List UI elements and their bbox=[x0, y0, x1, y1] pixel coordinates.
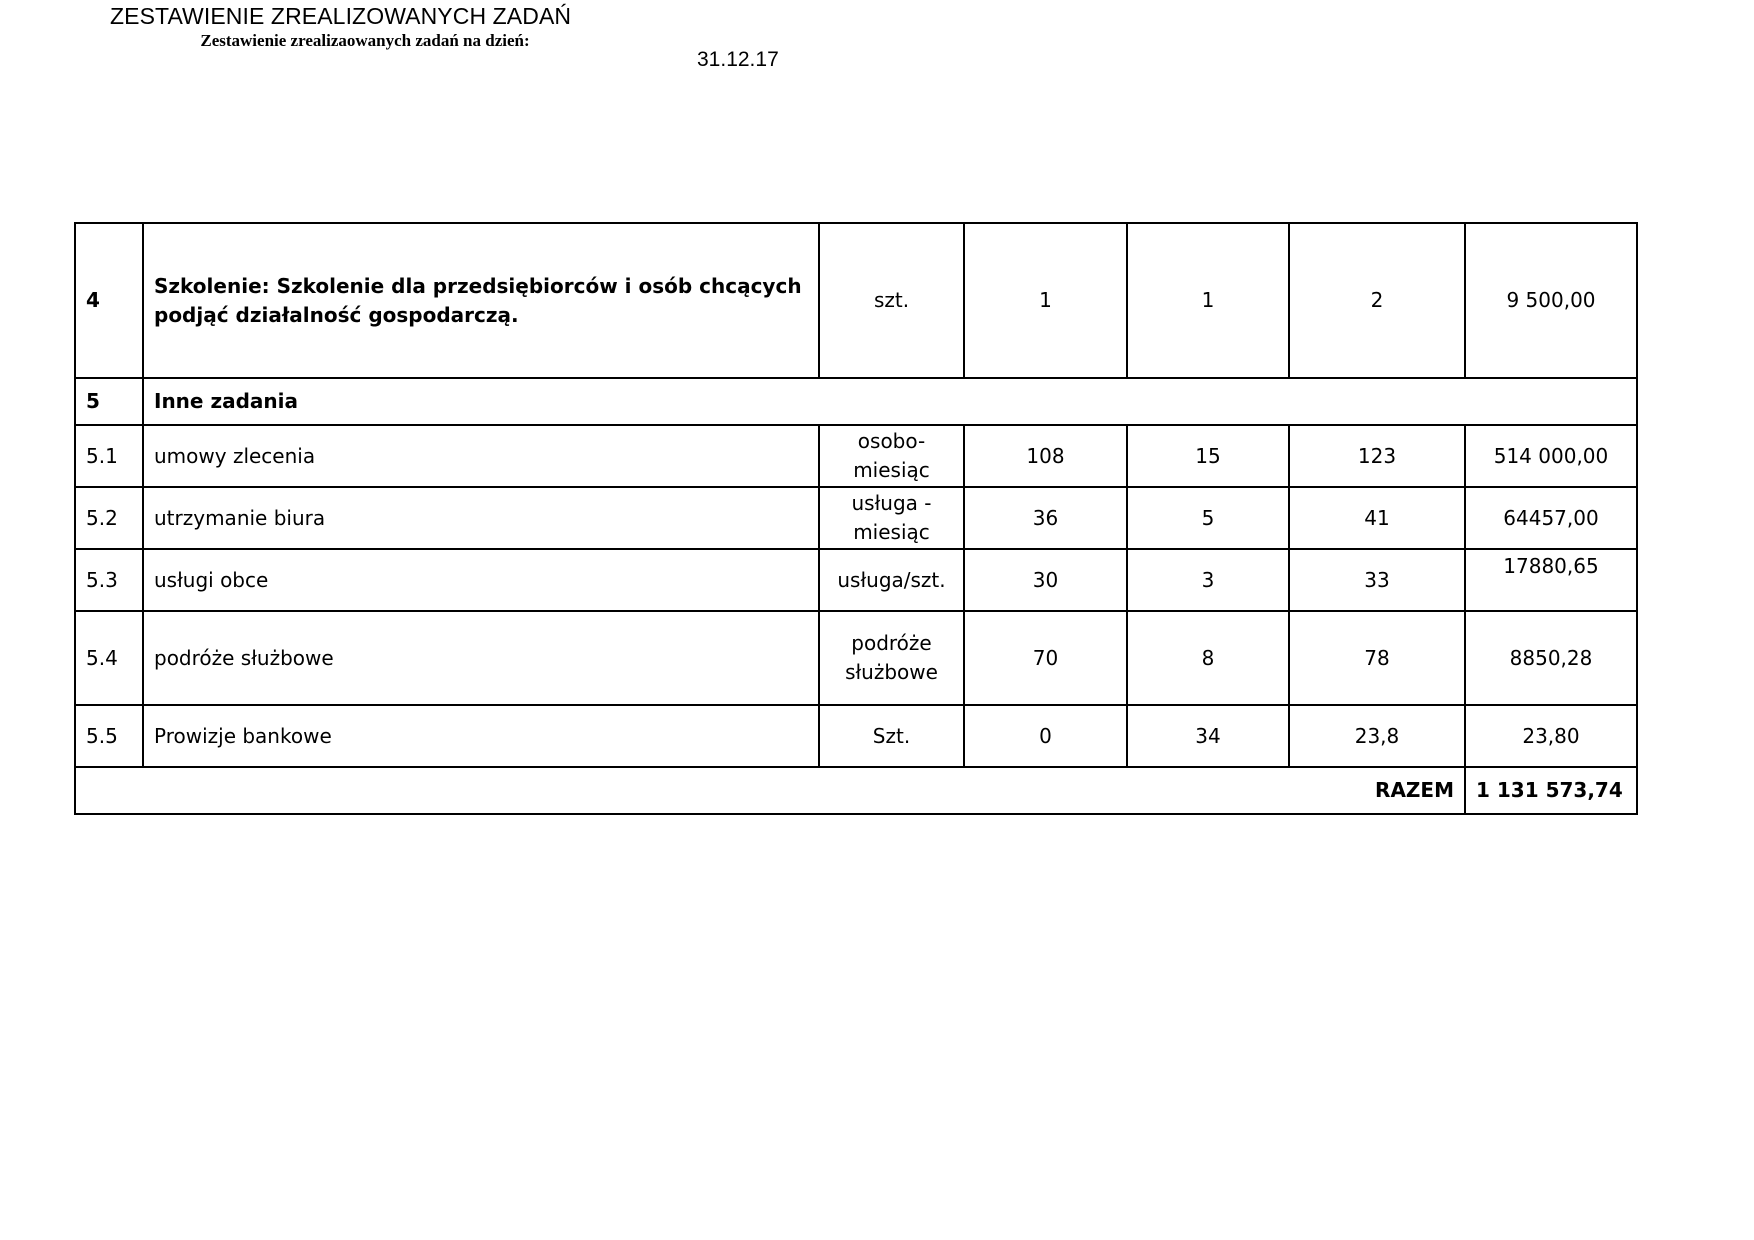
unit-cell: usługa - miesiąc bbox=[819, 487, 964, 549]
document-title: ZESTAWIENIE ZREALIZOWANYCH ZADAŃ bbox=[110, 3, 572, 29]
total-value: 1 131 573,74 bbox=[1465, 767, 1637, 814]
section-row-5 bbox=[75, 378, 1637, 425]
table-row bbox=[75, 425, 1637, 487]
quantity-cell-1: 36 bbox=[964, 487, 1127, 549]
task-name: utrzymanie biura bbox=[143, 487, 819, 549]
document-subtitle: Zestawienie zrealizaowanych zadań na dzień: bbox=[200, 31, 530, 50]
quantity-cell-1: 70 bbox=[964, 611, 1127, 705]
unit-cell: podróże służbowe bbox=[819, 611, 964, 705]
unit-cell: Szt. bbox=[819, 705, 964, 767]
task-name: Prowizje bankowe bbox=[143, 705, 819, 767]
amount-value: 17880,65 bbox=[1503, 553, 1599, 578]
amount-cell bbox=[1465, 549, 1637, 611]
report-date: 31.12.17 bbox=[697, 48, 779, 71]
task-name: usługi obce bbox=[143, 549, 819, 611]
table-row bbox=[75, 611, 1637, 705]
quantity-cell-1: 1 bbox=[964, 223, 1127, 378]
section-number: 5 bbox=[75, 378, 143, 425]
total-label: RAZEM bbox=[75, 767, 1465, 814]
row-number: 5.4 bbox=[75, 611, 143, 705]
row-number: 5.1 bbox=[75, 425, 143, 487]
table-row bbox=[75, 549, 1637, 611]
amount-cell: 9 500,00 bbox=[1465, 223, 1637, 378]
quantity-cell-3: 41 bbox=[1289, 487, 1465, 549]
amount-cell: 64457,00 bbox=[1465, 487, 1637, 549]
quantity-cell-3: 33 bbox=[1289, 549, 1465, 611]
row-number: 4 bbox=[75, 223, 143, 378]
quantity-cell-1: 0 bbox=[964, 705, 1127, 767]
quantity-cell-2: 15 bbox=[1127, 425, 1289, 487]
unit-cell: osobo-miesiąc bbox=[819, 425, 964, 487]
amount-cell: 23,80 bbox=[1465, 705, 1637, 767]
quantity-cell-3: 123 bbox=[1289, 425, 1465, 487]
unit-cell: usługa/szt. bbox=[819, 549, 964, 611]
unit-cell: szt. bbox=[819, 223, 964, 378]
table-row bbox=[75, 705, 1637, 767]
row-number: 5.2 bbox=[75, 487, 143, 549]
table-row-4 bbox=[75, 223, 1637, 378]
quantity-cell-2: 8 bbox=[1127, 611, 1289, 705]
task-name: umowy zlecenia bbox=[143, 425, 819, 487]
row-number: 5.3 bbox=[75, 549, 143, 611]
quantity-cell-2: 5 bbox=[1127, 487, 1289, 549]
total-row bbox=[75, 767, 1637, 814]
quantity-cell-3: 23,8 bbox=[1289, 705, 1465, 767]
quantity-cell-2: 34 bbox=[1127, 705, 1289, 767]
quantity-cell-2: 3 bbox=[1127, 549, 1289, 611]
quantity-cell-1: 108 bbox=[964, 425, 1127, 487]
quantity-cell-2: 1 bbox=[1127, 223, 1289, 378]
section-name: Inne zadania bbox=[143, 378, 1637, 425]
table-row bbox=[75, 487, 1637, 549]
quantity-cell-3: 78 bbox=[1289, 611, 1465, 705]
amount-cell: 514 000,00 bbox=[1465, 425, 1637, 487]
row-number: 5.5 bbox=[75, 705, 143, 767]
amount-cell: 8850,28 bbox=[1465, 611, 1637, 705]
quantity-cell-3: 2 bbox=[1289, 223, 1465, 378]
task-name: podróże służbowe bbox=[143, 611, 819, 705]
task-name: Szkolenie: Szkolenie dla przedsiębiorców i osób chcących podjąć działalność gospodarczą. bbox=[143, 223, 819, 378]
tasks-table bbox=[74, 222, 1638, 815]
quantity-cell-1: 30 bbox=[964, 549, 1127, 611]
